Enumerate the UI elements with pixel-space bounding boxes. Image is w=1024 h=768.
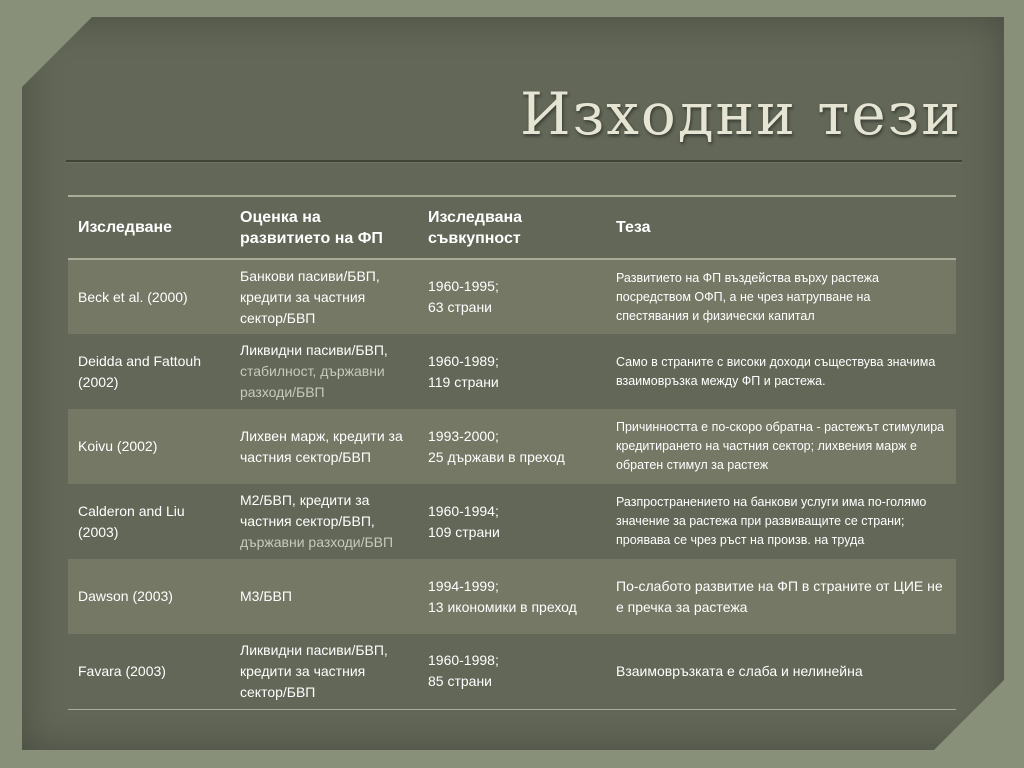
- cell-sample: 1994-1999; 13 икономики в преход: [428, 577, 577, 615]
- header-thesis: Теза: [616, 219, 651, 236]
- table-row: [68, 484, 956, 559]
- table-row: [68, 409, 956, 484]
- cell-sample: 1960-1995; 63 страни: [428, 278, 499, 315]
- cell-study: Deidda and Fattouh (2002): [78, 352, 201, 390]
- table-row: [68, 334, 956, 409]
- title-divider: [66, 160, 962, 162]
- table-row: [68, 559, 956, 634]
- cell-assessment: М2/БВП, кредити за частния сектор/БВП, държавни разходи/БВП: [240, 492, 394, 550]
- cell-study: Beck et al. (2000): [78, 288, 188, 305]
- studies-table-container: [68, 195, 956, 710]
- slide-title: Изходни тези: [519, 80, 962, 148]
- header-sample: Изследвана съвкупност: [428, 208, 523, 247]
- cell-study: Koivu (2002): [78, 438, 158, 454]
- cell-study: Dawson (2003): [78, 588, 173, 604]
- cell-assessment: Ликвидни пасиви/БВП, кредити за частния сектор/БВП: [240, 641, 388, 700]
- cell-assessment: М3/БВП: [240, 588, 292, 604]
- cell-assessment: Лихвен марж, кредити за частния сектор/БВП: [240, 427, 403, 465]
- cell-thesis: Само в страните с високи доходи съществува значима взаимовръзка между ФП и растежа.: [616, 354, 936, 388]
- cell-sample: 1960-1994; 109 страни: [428, 502, 500, 540]
- cell-assessment: Банкови пасиви/БВП, кредити за частния сектор/БВП: [240, 267, 380, 326]
- cell-thesis: Взаимовръзката е слаба и нелинейна: [616, 662, 863, 679]
- studies-table: [68, 195, 956, 710]
- cell-study: Favara (2003): [78, 662, 166, 679]
- cell-assessment: Ликвидни пасиви/БВП, стабилност, държавни разходи/БВП: [240, 342, 388, 400]
- cell-thesis: Развитието на ФП въздейства върху растежа посредством ОФП, а не чрез натрупване на спестявания и физически капитал: [616, 270, 879, 323]
- cell-sample: 1960-1989; 119 страни: [428, 352, 499, 390]
- table-row: [68, 259, 956, 334]
- cell-thesis: Разпространението на банкови услуги има по-голямо значение за растежа при развиващите се страни; проявава се чрез ръст на произв. на труда: [616, 495, 927, 547]
- cell-sample: 1993-2000; 25 държави в преход: [428, 427, 565, 465]
- header-assessment: Оценка на развитието на ФП: [240, 208, 383, 247]
- header-study: Изследване: [78, 219, 173, 236]
- cell-sample: 1960-1998; 85 страни: [428, 652, 499, 690]
- cell-thesis: Причинността е по-скоро обратна - растежът стимулира кредитирането на частния сектор; лихвения марж е обратен стимул за растеж: [616, 420, 945, 472]
- table-row: [68, 634, 956, 709]
- cell-study: Calderon and Liu (2003): [78, 502, 185, 540]
- table-header-row: [68, 196, 956, 259]
- cell-thesis: По-слабото развитие на ФП в страните от ЦИЕ не е пречка за растежа: [616, 577, 943, 615]
